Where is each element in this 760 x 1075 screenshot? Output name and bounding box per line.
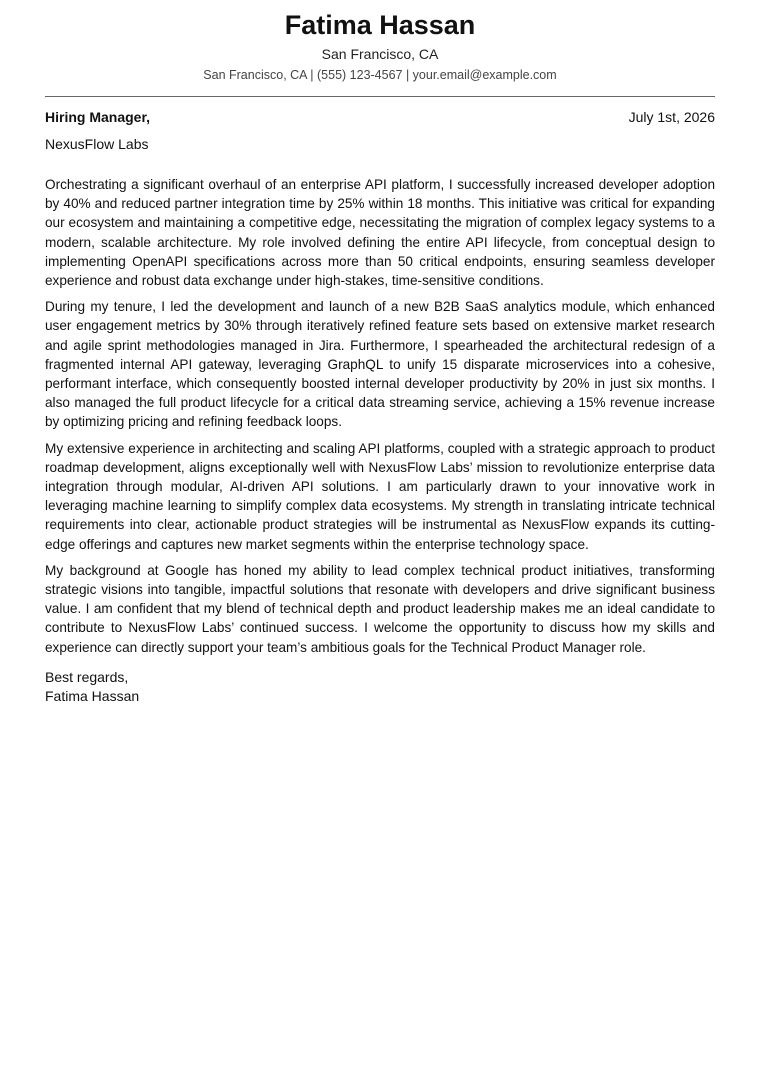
body-paragraph-1: Orchestrating a significant overhaul of an enterprise API platform, I successfully increased developer adoption by 40% and reduced partner integration time by 25% within 18 months. This initiative was critical for expanding our ecosystem and maintaining a competitive edge, necessitating the migration of complex legacy systems to a modern, scalable architecture. My role involved defining the entire API lifecycle, from conceptual design to implementing OpenAPI specifications across more than 50 critical endpoints, ensuring seamless developer experience and robust data exchange under high-stakes, time-sensitive conditions. <box>45 177 715 289</box>
body-paragraph-2: During my tenure, I led the development and launch of a new B2B SaaS analytics module, which enhanced user engagement metrics by 30% through iteratively refined feature sets based on extensive market research and agile sprint methodologies managed in Jira. Furthermore, I spearheaded the architectural redesign of a fragmented internal API gateway, leveraging GraphQL to unify 15 disparate microservices into a cohesive, performant interface, which consequently boosted internal developer productivity by 20% in just six months. I also managed the full product lifecycle for a critical data streaming service, achieving a 15% revenue increase by optimizing pricing and refining feedback loops. <box>45 299 715 430</box>
closing-phrase: Best regards, <box>45 668 129 685</box>
body-paragraph-3: My extensive experience in architecting and scaling API platforms, coupled with a strategic approach to product roadmap development, aligns exceptionally well with NexusFlow Labs’ mission to revolutionize enterprise data integration through modular, AI-driven API solutions. I am particularly drawn to your innovative work in leveraging machine learning to simplify complex data ecosystems. My strength in translating intricate technical requirements into clear, actionable product strategies will be instrumental as NexusFlow expands its cutting-edge offerings and captures new market segments within the enterprise technology space. <box>45 440 715 552</box>
contact-line: San Francisco, CA | (555) 123-4567 | your.email@example.com <box>203 68 557 82</box>
letter-header <box>45 8 715 83</box>
body-paragraph-4: My background at Google has honed my ability to lead complex technical product initiatives, transforming strategic visions into tangible, impactful solutions that resonate with developers and drive significant business value. I am confident that my blend of technical depth and product leadership makes me an ideal candidate to contribute to NexusFlow Labs’ continued success. I welcome the opportunity to discuss how my skills and experience can directly support your team’s ambitious goals for the Technical Product Manager role. <box>45 562 715 655</box>
header-divider <box>45 96 715 97</box>
letter-date: July 1st, 2026 <box>628 109 715 125</box>
recipient-date-row <box>45 108 715 126</box>
recipient-salutation: Hiring Manager, <box>45 109 151 125</box>
letter-body <box>45 175 715 657</box>
applicant-location: San Francisco, CA <box>321 46 439 62</box>
signature-name: Fatima Hassan <box>45 687 140 704</box>
applicant-name: Fatima Hassan <box>284 10 476 40</box>
company-name: NexusFlow Labs <box>45 136 149 152</box>
letter-closing <box>45 668 715 706</box>
